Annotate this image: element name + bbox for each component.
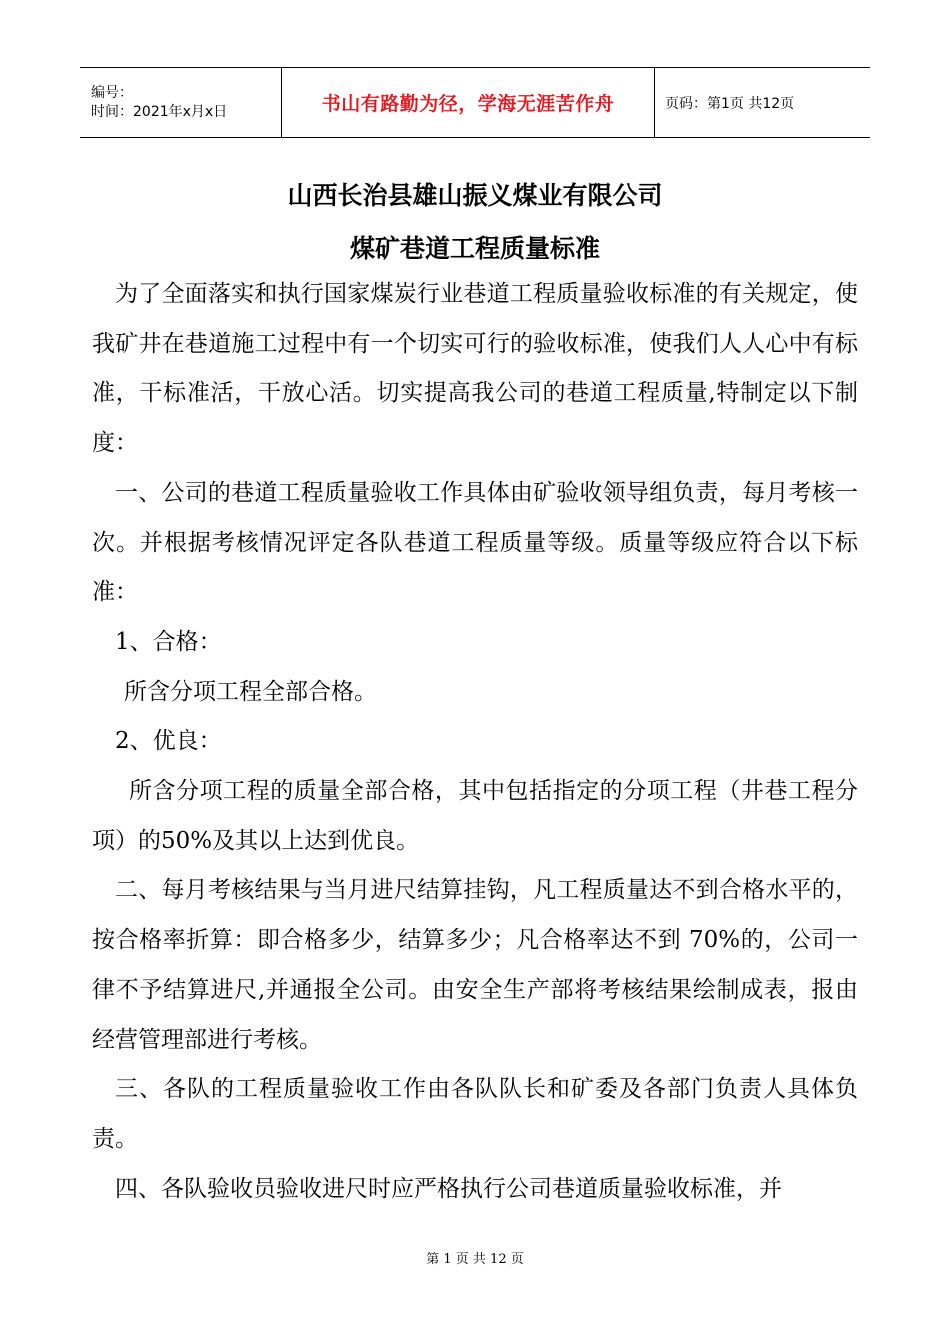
- company-title: 山西长治县雄山振义煤业有限公司: [287, 181, 663, 210]
- paragraph-section-1: 一、公司的巷道工程质量验收工作具体由矿验收领导组负责，每月考核一次。并根据考核情况评定各队巷道工程质量等级。质量等级应符合以下标准：: [92, 479, 858, 606]
- paragraph-item-2: 2、优良：: [115, 728, 222, 755]
- paragraph-item-2-desc: 所含分项工程的质量全部合格，其中包括指定的分项工程（井巷工程分项）的50%及其以上达到优良。: [92, 778, 858, 854]
- time-label: 时间：2021年x月x日: [91, 103, 228, 120]
- document-title: 煤矿巷道工程质量标准: [349, 234, 600, 263]
- paragraph-section-4: 四、各队验收员验收进尺时应严格执行公司巷道质量验收标准，并: [115, 1175, 782, 1202]
- paragraph-item-1: 1、合格：: [115, 628, 222, 655]
- header-motto-cell: [282, 68, 655, 137]
- page-header: [80, 67, 870, 138]
- page-info: 页码：第1页 共12页: [665, 95, 795, 112]
- motto: 书山有路勤为径，学海无涯苦作舟: [321, 93, 615, 115]
- paragraph-section-3: 三、各队的工程质量验收工作由各队队长和矿委及各部门负责人具体负责。: [92, 1076, 858, 1152]
- header-meta: [80, 68, 282, 137]
- paragraph-section-2: 二、每月考核结果与当月进尺结算挂钩，凡工程质量达不到合格水平的，按合格率折算：即合格多少，结算多少；凡合格率达不到 70%的，公司一律不予结算进尺,并通报全公司。由安全生产部将考核结果绘制成表，报由经营管理部进行考核。: [92, 877, 858, 1053]
- header-page-cell: [655, 68, 870, 137]
- number-label: 编号：: [91, 84, 133, 101]
- paragraph-intro: 为了全面落实和执行国家煤炭行业巷道工程质量验收标准的有关规定，使我矿井在巷道施工过程中有一个切实可行的验收标准，使我们人人心中有标准，干标准活，干放心活。切实提高我公司的巷道工程质量,特制定以下制度：: [92, 281, 858, 457]
- paragraph-item-1-desc: 所含分项工程全部合格。: [124, 678, 377, 705]
- page-footer: 第 1 页 共 12 页: [426, 1252, 524, 1267]
- document-body: [92, 270, 858, 1214]
